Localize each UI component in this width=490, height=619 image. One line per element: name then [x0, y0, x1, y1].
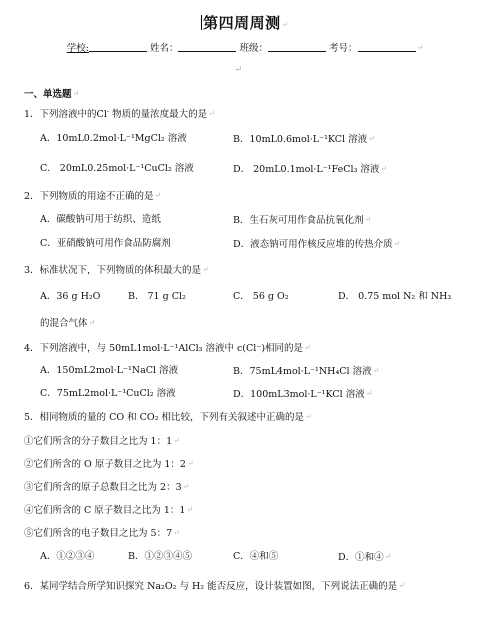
- q4-option-a-text: A．150mL2mol·L⁻¹NaCl 溶液: [40, 365, 179, 376]
- title-text: 第四周周测: [203, 14, 281, 32]
- paragraph-mark: ↵: [173, 528, 180, 537]
- q5-statement-5: [24, 526, 180, 540]
- q1-sup: -: [106, 106, 110, 115]
- q5-statement-1-text: ①它们所含的分子数目之比为 1：1: [24, 436, 173, 447]
- paragraph-mark: ↵: [365, 389, 373, 398]
- paragraph-mark: ↵: [234, 64, 243, 75]
- class-label: 班级：: [239, 43, 269, 54]
- paragraph-mark: ↵: [281, 20, 289, 29]
- q5-statement-2: [24, 457, 194, 471]
- paragraph-mark: ↵: [380, 164, 388, 173]
- q5-option-a[interactable]: [40, 550, 94, 563]
- q5-stem-text: 5．相同物质的量的 CO 和 CO₂ 相比较，下列有关叙述中正确的是: [24, 412, 305, 423]
- q5-option-b[interactable]: [128, 550, 192, 563]
- q2-option-b-text: B．生石灰可用作食品抗氧化剂: [233, 215, 364, 226]
- q4-option-b-text: B．75mL4mol·L⁻¹NH₄Cl 溶液: [233, 366, 372, 377]
- q5-statement-3-text: ③它们所含的原子总数目之比为 2：3: [24, 482, 182, 493]
- question-4-stem: [24, 341, 311, 355]
- paragraph-mark: ↵: [304, 343, 311, 352]
- question-5-stem: [24, 410, 312, 424]
- paragraph-mark: ↵: [154, 191, 162, 200]
- q5-statement-5-text: ⑤它们所含的电子数目之比为 5：7: [24, 528, 173, 539]
- paragraph-mark: ↵: [398, 581, 405, 590]
- section-heading-text: 一、单选题: [24, 89, 72, 100]
- q4-option-c[interactable]: [40, 387, 176, 400]
- q1-option-a-text: A．10mL0.2mol·L⁻¹MgCl₂ 溶液: [40, 133, 187, 144]
- paragraph-mark: ↵: [372, 366, 380, 375]
- class-blank[interactable]: [268, 42, 326, 52]
- q5-option-b-text: B．①②③④⑤: [128, 551, 192, 562]
- page-title: [0, 12, 490, 33]
- q5-option-c[interactable]: [233, 550, 278, 563]
- q1-option-b[interactable]: [233, 132, 375, 146]
- q3-option-c[interactable]: [233, 290, 289, 303]
- q2-stem-text: 2．下列物质的用途不正确的是: [24, 191, 154, 202]
- q5-statement-3: [24, 480, 189, 494]
- name-blank[interactable]: [178, 42, 236, 52]
- paragraph-mark: ↵: [186, 505, 194, 514]
- paragraph-mark: ↵: [305, 412, 312, 421]
- q1-option-c-text: C． 20mL0.25mol·L⁻¹CuCl₂ 溶液: [40, 163, 194, 174]
- paragraph-mark: ↵: [182, 482, 190, 491]
- section-heading: [24, 87, 79, 101]
- q2-option-c-text: C．亚硝酸钠可用作食品防腐剂: [40, 238, 171, 249]
- q3-option-d-continued: [40, 316, 95, 330]
- q3-option-a-text: A．36 g H₂O: [40, 291, 101, 302]
- q3-stem-text: 3．标准状况下，下列物质的体积最大的是: [24, 265, 202, 276]
- q6-stem-text: 6．某同学结合所学知识探究 Na₂O₂ 与 H₂ 能否反应，设计装置如图，下列说法正确的是: [24, 581, 398, 592]
- school-label: 学校:: [66, 43, 89, 54]
- q1-option-a[interactable]: [40, 132, 187, 145]
- q4-stem-text: 4．下列溶液中，与 50mL1mol·L⁻¹AlCl₃ 溶液中 c(Cl⁻)相同的是: [24, 343, 304, 354]
- paragraph-mark: ↵: [186, 459, 194, 468]
- q5-option-c-text: C．④和⑤: [233, 551, 279, 562]
- q2-option-a[interactable]: [40, 213, 161, 226]
- paragraph-mark: ↵: [393, 239, 401, 248]
- q3-option-c-text: C． 56 g O₂: [233, 291, 289, 302]
- q3-option-d[interactable]: [338, 290, 451, 303]
- q3-option-a[interactable]: [40, 290, 100, 303]
- q1-option-c[interactable]: [40, 162, 194, 175]
- q3-option-d-text: D． 0.75 mol N₂ 和 NH₃: [338, 291, 452, 302]
- paragraph-mark: ↵: [208, 109, 215, 118]
- q3-option-b[interactable]: [128, 290, 186, 303]
- paragraph-mark: ↵: [88, 318, 96, 327]
- q5-statement-4: [24, 503, 193, 517]
- paragraph-mark: ↵: [364, 215, 372, 224]
- q5-option-d[interactable]: [338, 550, 391, 564]
- q3-option-d-cont-text: 的混合气体: [40, 318, 88, 329]
- q2-option-d-text: D．液态钠可用作核反应堆的传热介质: [233, 239, 393, 250]
- q1-prefix: 1．下列溶液中的Cl: [24, 109, 107, 120]
- student-info-line: [0, 40, 490, 54]
- q4-option-d-text: D．100mL3mol·L⁻¹KCl 溶液: [233, 389, 365, 400]
- name-label: 姓名：: [149, 43, 179, 54]
- q5-statement-1: [24, 434, 180, 448]
- q2-option-d[interactable]: [233, 237, 400, 251]
- paragraph-mark: ↵: [368, 134, 375, 143]
- q1-option-d[interactable]: [233, 162, 387, 176]
- q1-option-d-text: D． 20mL0.1mol·L⁻¹FeCl₃ 溶液: [233, 164, 380, 175]
- exam-no-label: 考号：: [329, 43, 358, 54]
- q5-statement-2-text: ②它们所含的 O 原子数目之比为 1：2: [24, 459, 186, 470]
- paragraph-mark: ↵: [202, 265, 209, 274]
- paragraph-mark: ↵: [384, 552, 392, 561]
- q5-statement-4-text: ④它们所含的 C 原子数目之比为 1：1: [24, 505, 186, 516]
- paragraph-mark: ↵: [173, 436, 180, 445]
- question-3-stem: [24, 263, 209, 277]
- paragraph-mark: ↵: [416, 43, 424, 52]
- q1-suffix: 物质的量浓度最大的是: [109, 109, 208, 120]
- q4-option-b[interactable]: [233, 364, 379, 378]
- q2-option-a-text: A．碳酸钠可用于纺织、造纸: [40, 214, 161, 225]
- q5-option-d-text: D．①和④: [338, 552, 384, 563]
- question-1-stem: [24, 107, 215, 121]
- q3-option-b-text: B． 71 g Cl₂: [128, 291, 186, 302]
- q4-option-a[interactable]: [40, 364, 178, 377]
- q1-option-b-text: B．10mL0.6mol·L⁻¹KCl 溶液: [233, 134, 368, 145]
- school-blank[interactable]: [89, 42, 147, 52]
- question-6-stem: [24, 579, 405, 593]
- q4-option-d[interactable]: [233, 387, 372, 401]
- exam-no-blank[interactable]: [358, 42, 416, 52]
- q5-option-a-text: A．①②③④: [40, 551, 95, 562]
- q2-option-c[interactable]: [40, 237, 171, 250]
- q4-option-c-text: C．75mL2mol·L⁻¹CuCl₂ 溶液: [40, 388, 176, 399]
- question-2-stem: [24, 189, 161, 203]
- text-cursor: [201, 15, 202, 30]
- q2-option-b[interactable]: [233, 213, 371, 227]
- paragraph-mark: ↵: [72, 89, 80, 98]
